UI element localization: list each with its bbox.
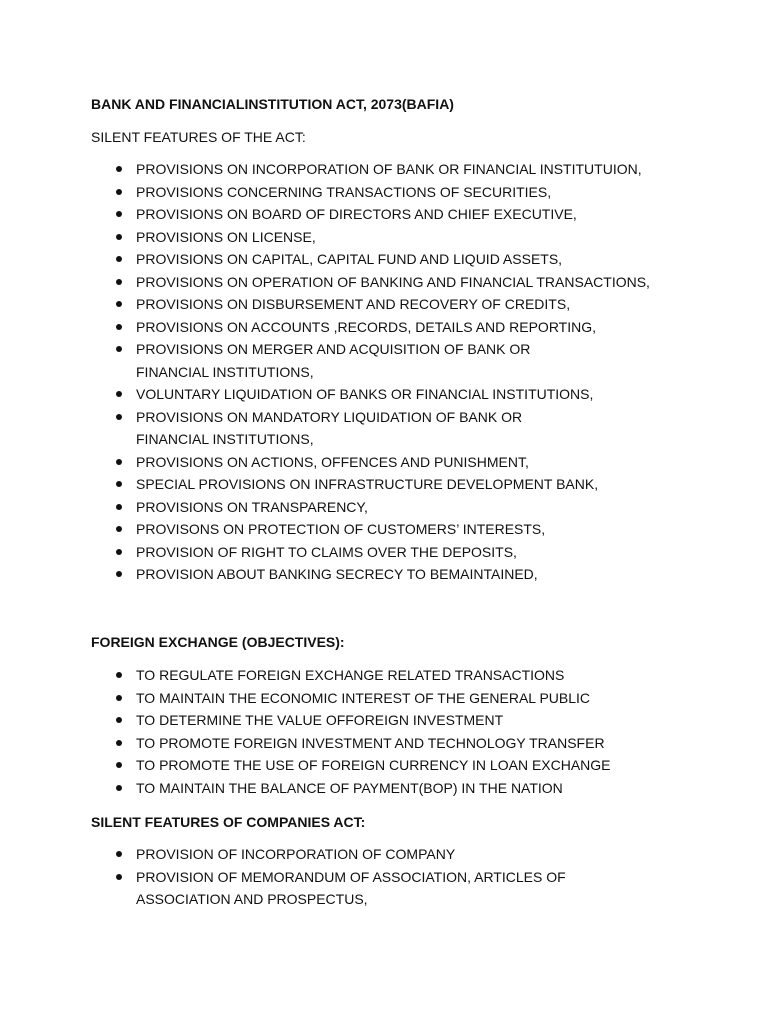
bullet-icon bbox=[116, 762, 122, 768]
list-item: PROVISION OF RIGHT TO CLAIMS OVER THE DEPOSITS, bbox=[0, 541, 768, 564]
bullet-icon bbox=[116, 672, 122, 678]
list-item: TO MAINTAIN THE ECONOMIC INTEREST OF THE GENERAL PUBLIC bbox=[0, 687, 768, 710]
bullet-icon bbox=[116, 414, 122, 420]
list-item: PROVISIONS ON INCORPORATION OF BANK OR FINANCIAL INSTITUTUION, bbox=[0, 158, 768, 181]
list-item: PROVISION OF MEMORANDUM OF ASSOCIATION, ARTICLES OF ASSOCIATION AND PROSPECTUS, bbox=[0, 866, 768, 911]
list-item: PROVISIONS ON OPERATION OF BANKING AND FINANCIAL TRANSACTIONS, bbox=[0, 271, 768, 294]
bullet-icon bbox=[116, 504, 122, 510]
bullet-icon bbox=[116, 740, 122, 746]
list-item: TO PROMOTE FOREIGN INVESTMENT AND TECHNOLOGY TRANSFER bbox=[0, 732, 768, 755]
bullet-icon bbox=[116, 549, 122, 555]
document-title: BANK AND FINANCIALINSTITUTION ACT, 2073(BAFIA) bbox=[91, 96, 454, 112]
list-item: TO MAINTAIN THE BALANCE OF PAYMENT(BOP) IN THE NATION bbox=[0, 777, 768, 800]
bullet-icon bbox=[116, 324, 122, 330]
list-item: PROVISIONS ON ACTIONS, OFFENCES AND PUNISHMENT, bbox=[0, 451, 768, 474]
list-item: PROVISONS ON PROTECTION OF CUSTOMERS’ INTERESTS, bbox=[0, 518, 768, 541]
bullet-list-companies-act bbox=[0, 843, 768, 911]
list-item: PROVISIONS ON MERGER AND ACQUISITION OF BANK OR FINANCIAL INSTITUTIONS, bbox=[0, 338, 768, 383]
bullet-icon bbox=[116, 211, 122, 217]
bullet-icon bbox=[116, 874, 122, 880]
bullet-icon bbox=[116, 279, 122, 285]
list-item: TO PROMOTE THE USE OF FOREIGN CURRENCY IN LOAN EXCHANGE bbox=[0, 754, 768, 777]
bullet-icon bbox=[116, 526, 122, 532]
section-heading-act-features: SILENT FEATURES OF THE ACT: bbox=[91, 129, 306, 145]
list-item: PROVISIONS CONCERNING TRANSACTIONS OF SECURITIES, bbox=[0, 181, 768, 204]
section-heading-foreign-exchange: FOREIGN EXCHANGE (OBJECTIVES): bbox=[91, 634, 345, 650]
bullet-icon bbox=[116, 717, 122, 723]
list-item: PROVISIONS ON BOARD OF DIRECTORS AND CHIEF EXECUTIVE, bbox=[0, 203, 768, 226]
list-item: PROVISIONS ON DISBURSEMENT AND RECOVERY OF CREDITS, bbox=[0, 293, 768, 316]
bullet-icon bbox=[116, 301, 122, 307]
list-item: PROVISIONS ON TRANSPARENCY, bbox=[0, 496, 768, 519]
bullet-icon bbox=[116, 189, 122, 195]
list-item: PROVISION OF INCORPORATION OF COMPANY bbox=[0, 843, 768, 866]
section-heading-companies-act: SILENT FEATURES OF COMPANIES ACT: bbox=[91, 814, 366, 830]
bullet-icon bbox=[116, 346, 122, 352]
bullet-icon bbox=[116, 481, 122, 487]
list-item: PROVISIONS ON CAPITAL, CAPITAL FUND AND LIQUID ASSETS, bbox=[0, 248, 768, 271]
bullet-icon bbox=[116, 459, 122, 465]
bullet-icon bbox=[116, 851, 122, 857]
bullet-icon bbox=[116, 234, 122, 240]
list-item: VOLUNTARY LIQUIDATION OF BANKS OR FINANCIAL INSTITUTIONS, bbox=[0, 383, 768, 406]
bullet-list-act-features bbox=[0, 158, 768, 586]
list-item: PROVISIONS ON MANDATORY LIQUIDATION OF BANK OR FINANCIAL INSTITUTIONS, bbox=[0, 406, 768, 451]
bullet-icon bbox=[116, 695, 122, 701]
list-item: TO DETERMINE THE VALUE OFFOREIGN INVESTMENT bbox=[0, 709, 768, 732]
list-item: PROVISION ABOUT BANKING SECRECY TO BEMAINTAINED, bbox=[0, 563, 768, 586]
list-item: TO REGULATE FOREIGN EXCHANGE RELATED TRANSACTIONS bbox=[0, 664, 768, 687]
bullet-icon bbox=[116, 391, 122, 397]
bullet-icon bbox=[116, 785, 122, 791]
list-item: SPECIAL PROVISIONS ON INFRASTRUCTURE DEVELOPMENT BANK, bbox=[0, 473, 768, 496]
list-item: PROVISIONS ON LICENSE, bbox=[0, 226, 768, 249]
bullet-list-foreign-exchange bbox=[0, 664, 768, 799]
list-item: PROVISIONS ON ACCOUNTS ,RECORDS, DETAILS AND REPORTING, bbox=[0, 316, 768, 339]
bullet-icon bbox=[116, 166, 122, 172]
bullet-icon bbox=[116, 256, 122, 262]
bullet-icon bbox=[116, 571, 122, 577]
